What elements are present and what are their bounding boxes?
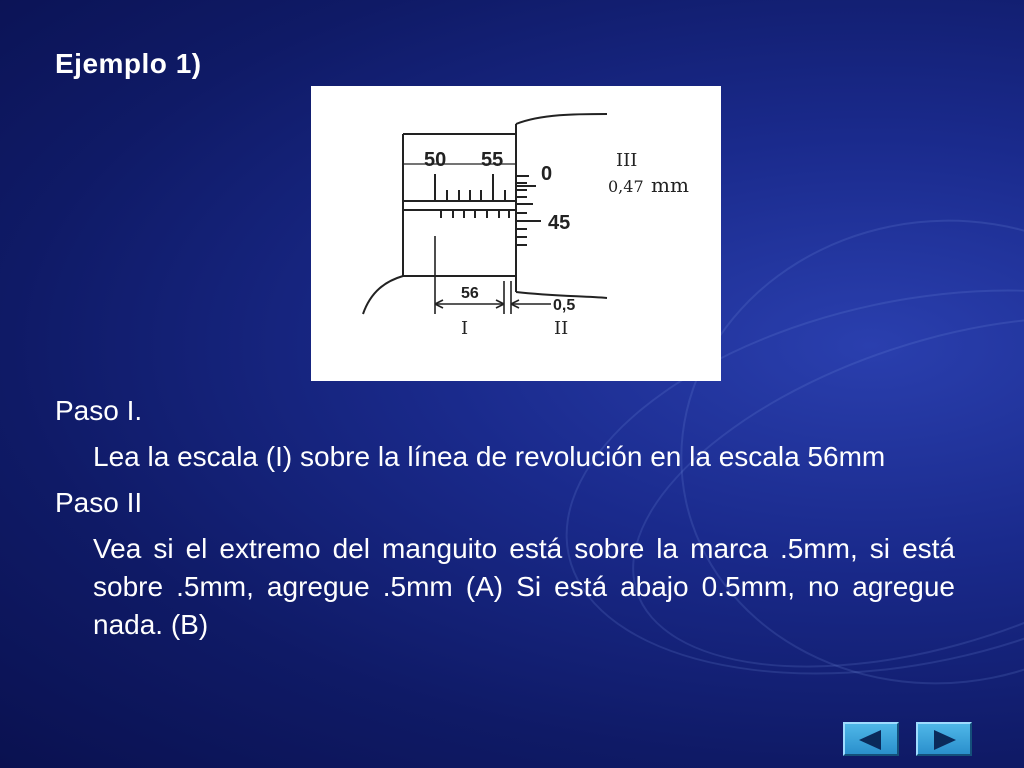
- thimble-top: [516, 114, 607, 124]
- label-roman-1: I: [461, 318, 469, 339]
- label-55: 55: [481, 149, 504, 171]
- step-1-text: Lea la escala (I) sobre la línea de revolución en la escala 56mm: [93, 441, 886, 472]
- label-0: 0: [541, 163, 553, 185]
- next-slide-button[interactable]: [916, 722, 972, 756]
- step-2-heading: Paso II: [55, 487, 143, 518]
- label-50: 50: [424, 149, 447, 171]
- label-roman-2: II: [554, 318, 569, 339]
- right-triangle-icon: [928, 729, 960, 751]
- slide-body: [55, 392, 955, 652]
- slide-title: Ejemplo 1): [55, 48, 202, 79]
- micrometer-figure: [311, 86, 721, 381]
- label-reading: 0,47: [608, 177, 644, 196]
- label-roman-3: III: [616, 150, 638, 171]
- label-45: 45: [548, 212, 571, 234]
- sleeve-curve-left: [363, 276, 403, 314]
- step-2-text: Vea si el extremo del manguito está sobre la marca .5mm, si está sobre .5mm, agregue .5mm (A) Si está abajo 0.5mm, no agregue nada. (B): [93, 533, 955, 640]
- left-triangle-icon: [855, 729, 887, 751]
- label-56: 56: [461, 285, 479, 302]
- micrometer-diagram: [311, 86, 721, 381]
- previous-slide-button[interactable]: [843, 722, 899, 756]
- label-unit: mm: [651, 173, 689, 197]
- step-1-heading: Paso I.: [55, 395, 143, 426]
- label-05: 0,5: [553, 297, 576, 314]
